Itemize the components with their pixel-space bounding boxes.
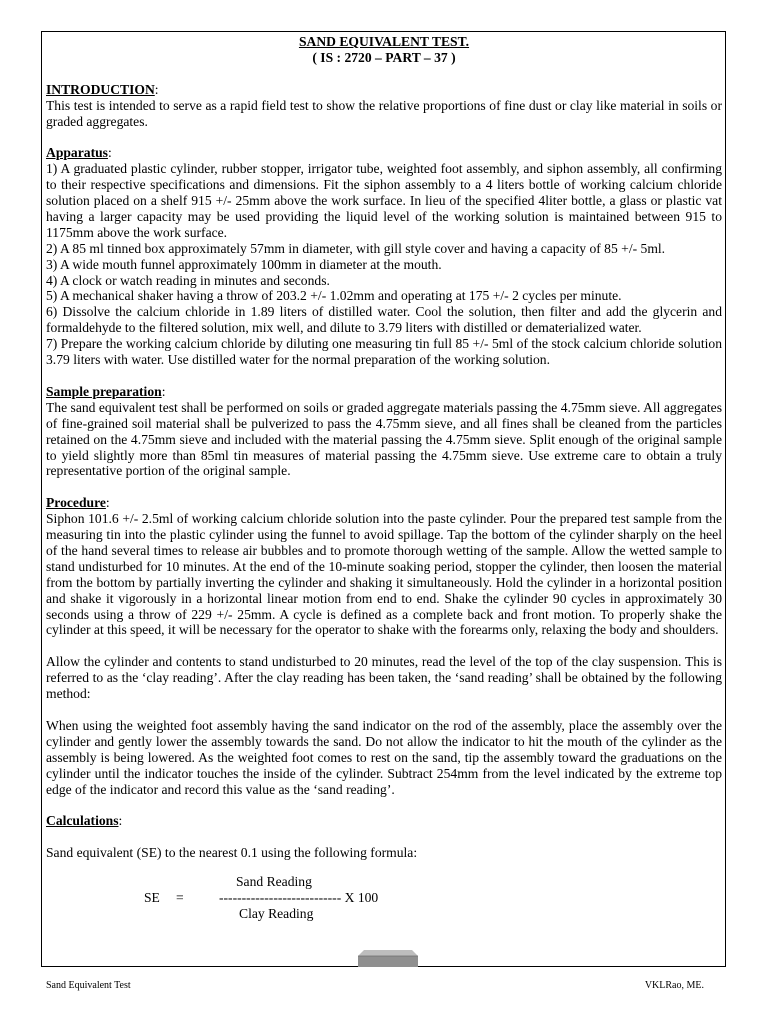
- apparatus-item: 6) Dissolve the calcium chloride in 1.89 liters of distilled water. Cool the solution, then filter and add the glycerin and formaldehyde to the filtered solution, mix well, and dilute to 3.79 liters with distilled or dematerialized water.: [46, 304, 722, 336]
- title-main: SAND EQUIVALENT TEST.: [298, 34, 470, 49]
- section-calculations: [46, 813, 722, 922]
- title-standard: ( IS : 2720 – PART – 37 ): [312, 49, 456, 65]
- sample-preparation-heading: Sample preparation: [46, 383, 162, 399]
- procedure-colon: :: [105, 495, 110, 511]
- formula-lhs: SE: [144, 890, 160, 905]
- apparatus-item: 1) A graduated plastic cylinder, rubber stopper, irrigator tube, weighted foot assembly, and siphon assembly, all confirming to their respective specifications and dimensions. Fit the siphon assembly to a 4 liters bottle of working calcium chloride solution placed on a shelf 915 +/- 25mm above the work surface. In lieu of the specified 4liter bottle, a glass or plastic vat having a larger capacity may be used providing the liquid level of the working solution is maintained between 915 to 1175mm above the work surface.: [46, 161, 722, 240]
- apparatus-item: 2) A 85 ml tinned box approximately 57mm in diameter, with gill style cover and having a capacity of 85 +/- 5ml.: [46, 240, 666, 256]
- apparatus-item: 4) A clock or watch reading in minutes and seconds.: [46, 272, 330, 288]
- introduction-colon: :: [154, 81, 159, 97]
- procedure-heading: Procedure: [46, 495, 106, 511]
- apparatus-item: 5) A mechanical shaker having a throw of 203.2 +/- 1.02mm and operating at 175 +/- 2 cycles per minute.: [46, 288, 622, 304]
- document-title: [46, 34, 722, 66]
- formula-denominator: Clay Reading: [239, 906, 314, 921]
- footer-author: VKLRao, ME.: [644, 980, 704, 991]
- document-body: [46, 34, 722, 922]
- apparatus-item: 3) A wide mouth funnel approximately 100mm in diameter at the mouth.: [46, 256, 442, 272]
- section-sample-preparation: [46, 384, 722, 479]
- calculations-heading: Calculations: [46, 813, 119, 829]
- se-formula: [46, 874, 722, 922]
- page-curl-icon: [358, 948, 418, 968]
- section-apparatus: [46, 145, 722, 368]
- formula-fraction-line: --------------------------- X 100: [219, 890, 379, 905]
- apparatus-colon: :: [107, 145, 112, 161]
- sample-preparation-colon: :: [161, 383, 166, 399]
- calculations-colon: :: [118, 813, 123, 829]
- procedure-paragraph: Allow the cylinder and contents to stand undisturbed to 20 minutes, read the level of the top of the clay suspension. This is referred to as the ‘clay reading’. After the clay reading has been taken, the ‘sand reading’ shall be obtained by the following method:: [46, 654, 722, 702]
- section-procedure: [46, 495, 722, 797]
- apparatus-heading: Apparatus: [46, 145, 108, 161]
- formula-numerator: Sand Reading: [236, 874, 312, 889]
- calculations-text: Sand equivalent (SE) to the nearest 0.1 using the following formula:: [46, 845, 418, 861]
- sample-preparation-text: The sand equivalent test shall be performed on soils or graded aggregate materials passing the 4.75mm sieve. All aggregates of fine-grained soil material shall be pulverized to pass the 4.75mm sieve, and all fines shall be cleaned from the particles retained on the 4.75mm sieve and included with the material passing the 4.75mm sieve. Split enough of the original sample to yield slightly more than 85ml tin measures of material passing the 4.75mm sieve. Use extreme care to obtain a truly representative portion of the original sample.: [46, 399, 722, 479]
- procedure-paragraph: Siphon 101.6 +/- 2.5ml of working calcium chloride solution into the paste cylinder. Pour the prepared test sample from the measuring tin into the plastic cylinder using the funnel to avoid spillage. Tap the bottom of the cylinder sharply on the heel of the hand several times to release air bubbles and to promote thorough wetting of the sample. Allow the wetted sample to stand undisturbed for 10 minutes. At the end of the 10-minute soaking period, stopper the cylinder, then loosen the material from the bottom by partially inverting the cylinder and shaking it simultaneously. Hold the cylinder in a horizontal position and shake it vigorously in a horizontal linear motion from end to end. Shake the cylinder 90 cycles in approximately 30 seconds using a throw of 229 +/- 25mm. A cycle is defined as a complete back and front motion. To properly shake the cylinder at this speed, it will be necessary for the operator to shake with the forearms only, relaxing the body and shoulders.: [46, 511, 722, 638]
- introduction-heading: INTRODUCTION: [46, 81, 155, 97]
- formula-equals: =: [176, 890, 184, 905]
- procedure-paragraph: When using the weighted foot assembly having the sand indicator on the rod of the assembly, place the assembly over the cylinder and gently lower the assembly towards the sand. Do not allow the indicator to hit the mouth of the cylinder as the assembly is being lowered. As the weighted foot comes to rest on the sand, tip the assembly toward the graduations on the cylinder until the indicator touches the inside of the cylinder. Subtract 254mm from the level indicated by the extreme top edge of the indicator and record this value as the ‘sand reading’.: [46, 717, 722, 797]
- introduction-text: This test is intended to serve as a rapid field test to show the relative proportions of fine dust or clay like material in soils or graded aggregates.: [46, 97, 722, 129]
- footer-document-name: Sand Equivalent Test: [46, 980, 131, 991]
- apparatus-item: 7) Prepare the working calcium chloride by diluting one measuring tin full 85 +/- 5ml of the stock calcium chloride solution 3.79 liters with water. Use distilled water for the normal preparation of the working solution.: [46, 336, 722, 368]
- section-introduction: [46, 82, 722, 130]
